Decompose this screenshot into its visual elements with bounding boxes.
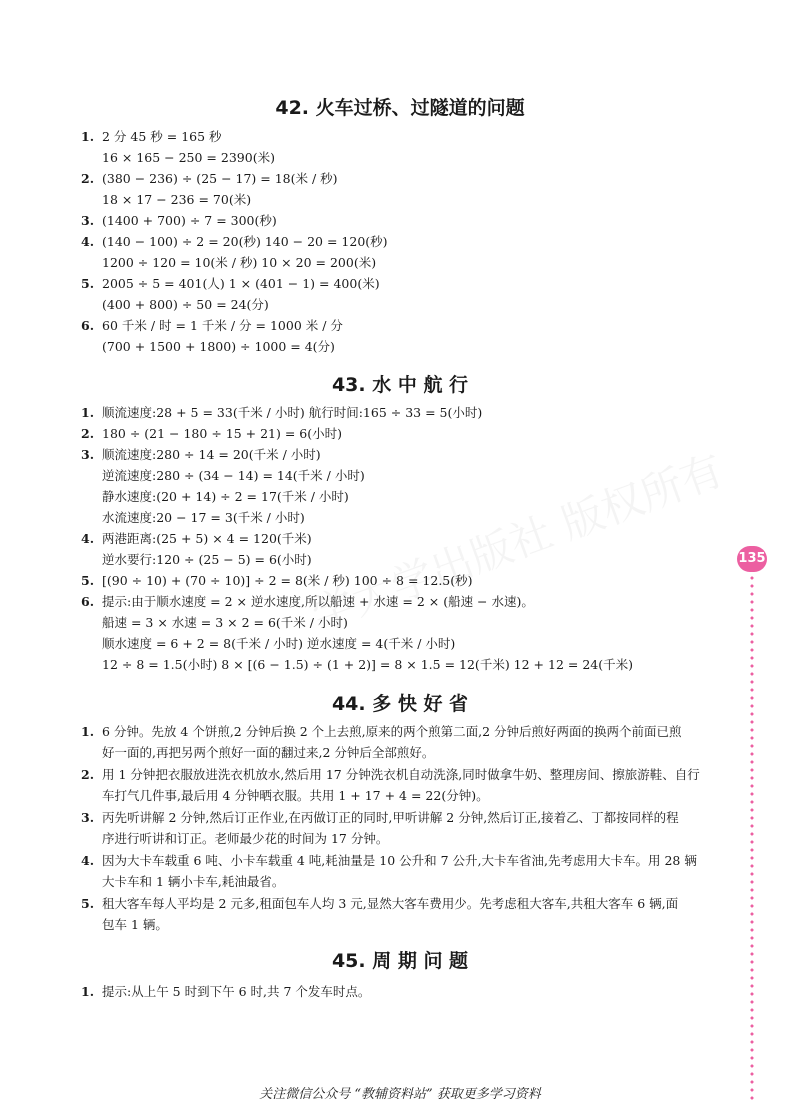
section-title-44: 44. 多 快 好 省 [331,693,469,715]
answer-43-4 [81,529,312,549]
answer-text: 12 ÷ 8 = 1.5(小时) 8 × [(6 − 1.5) ÷ (1 + 2)] = 8 × 1.5 = 12(千米) 12 + 12 = 24(千米) [102,657,633,672]
answer-number: 3. [81,810,95,825]
answer-42-4 [81,232,388,252]
answer-44-4 [81,851,697,871]
answer-number: 5. [81,896,95,911]
answer-text: (400 + 800) ÷ 50 = 24(分) [102,297,269,312]
answer-number: 4. [81,853,95,868]
answer-number: 6. [81,318,95,333]
answer-43-2 [81,424,342,444]
answer-43-5 [81,571,473,591]
answer-text: 提示:从上午 5 时到下午 6 时,共 7 个发车时点。 [102,984,371,999]
answer-number: 1. [81,405,95,420]
answer-text: 序进行听讲和订正。老师最少花的时间为 17 分钟。 [102,831,389,846]
answer-44-5 [81,894,678,914]
answer-text: 16 × 165 − 250 = 2390(米) [102,150,275,165]
answer-number: 5. [81,573,95,588]
answer-number: 1. [81,724,95,739]
answer-number: 2. [81,171,95,186]
section-title-42: 42. 火车过桥、过隧道的问题 [275,97,525,119]
answer-text: 车打气几件事,最后用 4 分钟晒衣服。共用 1 + 17 + 4 = 22(分钟)。 [102,788,489,803]
answer-number: 2. [81,426,95,441]
answer-text: 逆流速度:280 ÷ (34 − 14) = 14(千米 / 小时) [102,468,365,483]
answer-text: 顺水速度 = 6 + 2 = 8(千米 / 小时) 逆水速度 = 4(千米 / 小时) [102,636,456,651]
answer-text: 两港距离:(25 + 5) × 4 = 120(千米) [102,531,312,546]
answer-45-1 [81,982,370,1002]
answer-43-1 [81,403,482,423]
answer-text: 提示:由于顺水速度 = 2 × 逆水速度,所以船速 + 水速 = 2 × (船速 − 水速)。 [102,594,534,609]
answer-number: 6. [81,594,95,609]
answer-text: 船速 = 3 × 水速 = 3 × 2 = 6(千米 / 小时) [102,615,348,630]
answer-number: 3. [81,447,95,462]
answer-text: (1400 + 700) ÷ 7 = 300(秒) [102,213,277,228]
answer-number: 5. [81,276,95,291]
answer-43-3 [81,445,321,465]
answer-text: 因为大卡车载重 6 吨、小卡车载重 4 吨,耗油量是 10 公升和 7 公升,大卡车省油,先考虑用大卡车。用 28 辆 [102,853,697,868]
answer-text: 包车 1 辆。 [102,917,168,932]
answer-text: [(90 ÷ 10) + (70 ÷ 10)] ÷ 2 = 8(米 / 秒) 100 ÷ 8 = 12.5(秒) [102,573,473,588]
answer-text: 60 千米 / 时 = 1 千米 / 分 = 1000 米 / 分 [102,318,343,333]
answer-number: 1. [81,129,95,144]
answer-text: 2005 ÷ 5 = 401(人) 1 × (401 − 1) = 400(米) [102,276,380,291]
answer-text: 180 ÷ (21 − 180 ÷ 15 + 21) = 6(小时) [102,426,342,441]
answer-42-6 [81,316,343,336]
answer-text: 用 1 分钟把衣服放进洗衣机放水,然后用 17 分钟洗衣机自动洗涤,同时做拿牛奶、整理房间、擦旅游鞋、自行 [102,767,700,782]
answer-text: 丙先听讲解 2 分钟,然后订正作业,在丙做订正的同时,甲听讲解 2 分钟,然后订正,接着乙、丁都按同样的程 [102,810,679,825]
answer-text: 1200 ÷ 120 = 10(米 / 秒) 10 × 20 = 200(米) [102,255,377,270]
answer-42-3 [81,211,277,231]
answer-number: 2. [81,767,95,782]
answer-text: 顺流速度:280 ÷ 14 = 20(千米 / 小时) [102,447,321,462]
page-number-badge: 135 [737,546,767,572]
answer-text: (380 − 236) ÷ (25 − 17) = 18(米 / 秒) [102,171,338,186]
answer-text: (140 − 100) ÷ 2 = 20(秒) 140 − 20 = 120(秒) [102,234,388,249]
answer-text: 静水速度:(20 + 14) ÷ 2 = 17(千米 / 小时) [102,489,349,504]
answer-number: 1. [81,984,95,999]
answer-text: 顺流速度:28 + 5 = 33(千米 / 小时) 航行时间:165 ÷ 33 = 5(小时) [102,405,483,420]
answer-text: 18 × 17 − 236 = 70(米) [102,192,252,207]
footer-note: 关注微信公众号 “教辅资料站” 获取更多学习资料 [259,1087,541,1102]
answer-42-2 [81,169,338,189]
answer-text: 好一面的,再把另两个煎好一面的翻过来,2 分钟后全部煎好。 [102,745,435,760]
answer-number: 4. [81,234,95,249]
answer-text: 大卡车和 1 辆小卡车,耗油最省。 [102,874,285,889]
answer-44-1 [81,722,682,742]
section-title-45: 45. 周 期 问 题 [331,950,469,972]
answer-text: 水流速度:20 − 17 = 3(千米 / 小时) [102,510,305,525]
answer-text: (700 + 1500 + 1800) ÷ 1000 = 4(分) [102,339,335,354]
answer-text: 6 分钟。先放 4 个饼煎,2 分钟后换 2 个上去煎,原来的两个煎第二面,2 分钟后煎好两面的换两个前面已煎 [102,724,682,739]
answer-text: 逆水要行:120 ÷ (25 − 5) = 6(小时) [102,552,312,567]
answer-44-2 [81,765,700,785]
answer-number: 4. [81,531,95,546]
answer-number: 3. [81,213,95,228]
answer-text: 2 分 45 秒 = 165 秒 [102,129,222,144]
dotted-margin-line [750,574,754,1100]
answer-43-6 [81,592,534,612]
answer-42-5 [81,274,380,294]
answer-42-1 [81,127,222,147]
answer-44-3 [81,808,679,828]
answer-text: 租大客车每人平均是 2 元多,租面包车人均 3 元,显然大客车费用少。先考虑租大客车,共租大客车 6 辆,面 [102,896,679,911]
section-title-43: 43. 水 中 航 行 [331,374,469,396]
